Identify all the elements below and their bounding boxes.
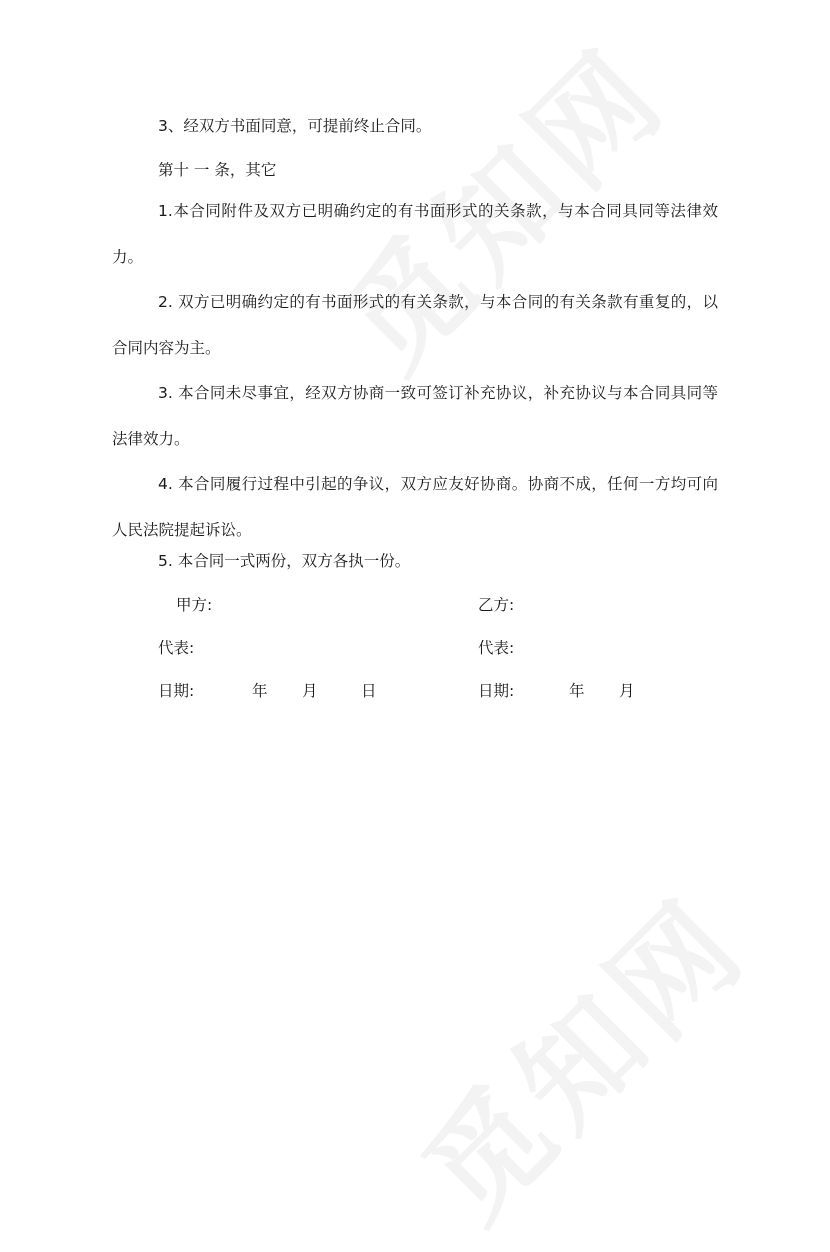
date-b-label: 日期: (478, 682, 515, 700)
date-a-month: 月 (302, 682, 318, 700)
watermark-bottom (380, 854, 777, 1251)
rep-a-label: 代表: (158, 639, 195, 657)
rep-b-label: 代表: (478, 639, 515, 657)
paragraph-3: 3. 本合同未尽事宜，经双方协商一致可签订补充协议，补充协议与本合同具同等法律效力。 (112, 384, 718, 448)
date-b-year: 年 (569, 682, 585, 700)
date-a-label: 日期: (158, 682, 195, 700)
clause-item-3: 3、经双方书面同意，可提前终止合同。 (158, 117, 432, 135)
date-b-month: 月 (619, 682, 635, 700)
article-11-title: 第十 一 条，其它 (158, 161, 277, 179)
party-b-label: 乙方: (478, 596, 515, 614)
party-a-label: 甲方: (176, 596, 213, 614)
paragraph-5: 5. 本合同一式两份，双方各执一份。 (158, 552, 411, 570)
paragraph-4: 4. 本合同履行过程中引起的争议，双方应友好协商。协商不成，任何一方均可向人民法院提起诉讼。 (112, 475, 718, 539)
date-a-day: 日 (361, 682, 377, 700)
paragraph-2: 2. 双方已明确约定的有书面形式的有关条款，与本合同的有关条款有重复的，以合同内容为主。 (112, 293, 718, 357)
paragraph-1: 1.本合同附件及双方已明确约定的有书面形式的关条款，与本合同具同等法律效力。 (112, 202, 718, 266)
date-a-year: 年 (252, 682, 268, 700)
